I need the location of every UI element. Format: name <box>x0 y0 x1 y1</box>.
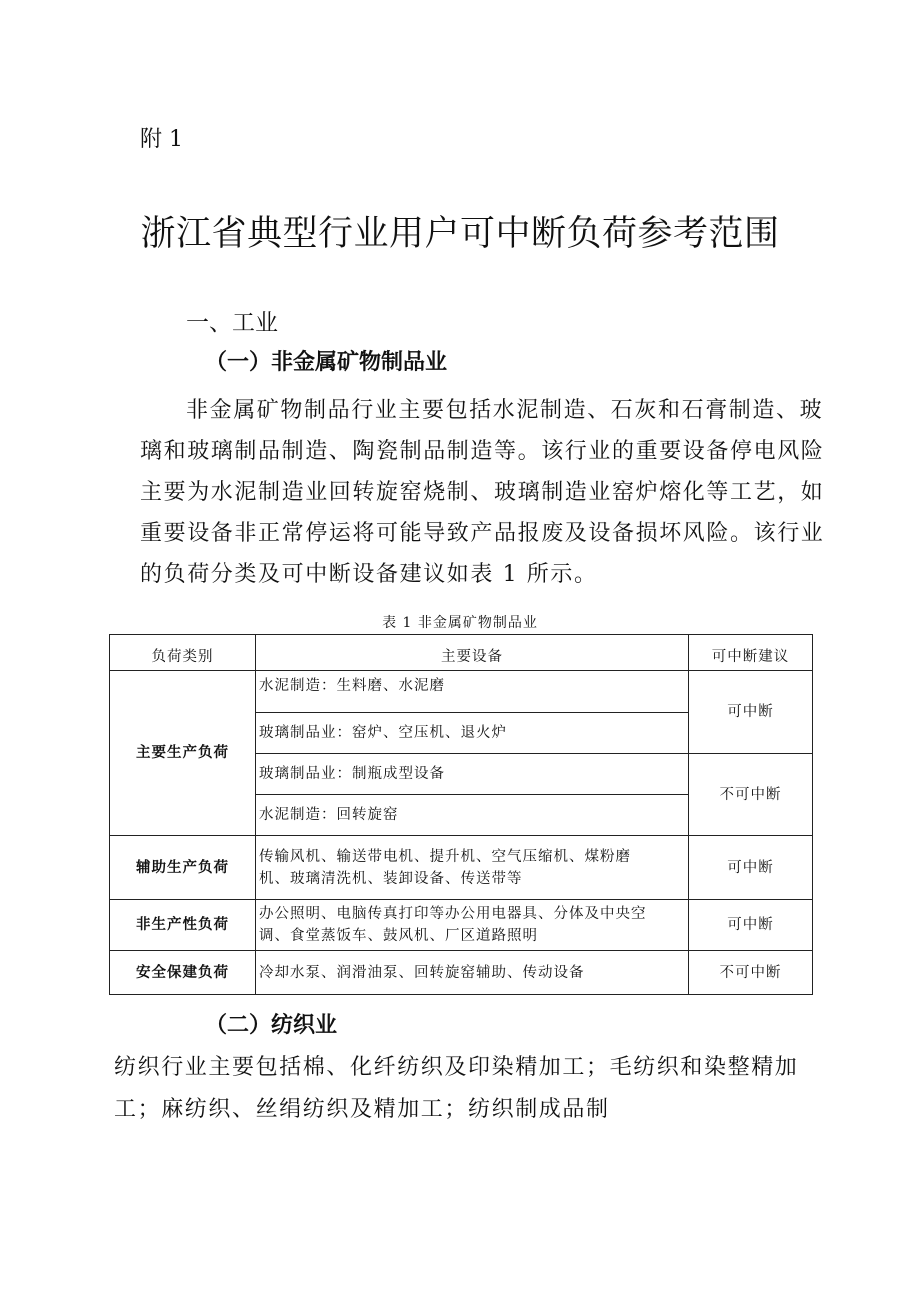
paragraph-line: 主要为水泥制造业回转旋窑烧制、玻璃制造业窑炉熔化等工艺，如 <box>140 480 825 505</box>
equipment-cell: 玻璃制品业：窑炉、空压机、退火炉 <box>256 713 689 754</box>
load-table <box>109 634 813 995</box>
equipment-line: 机、玻璃清洗机、装卸设备、传送带等 <box>259 870 523 887</box>
recommendation-cell: 不可中断 <box>689 754 813 836</box>
paragraph-line: 非金属矿物制品行业主要包括水泥制造、石灰和石膏制造、玻 <box>186 398 824 423</box>
subsection-heading-textile: （二）纺织业 <box>205 1013 338 1038</box>
document-title: 浙江省典型行业用户可中断负荷参考范围 <box>140 214 780 254</box>
paragraph-line: 的负荷分类及可中断设备建议如表 1 所示。 <box>140 562 598 587</box>
paragraph-line: 重要设备非正常停运将可能导致产品报废及设备损坏风险。该行业 <box>140 521 825 546</box>
table-row <box>110 671 813 713</box>
paragraph-line: 纺织行业主要包括棉、化纤纺织及印染精加工；毛纺织和染整精加 <box>114 1055 799 1080</box>
column-header: 负荷类别 <box>110 635 256 671</box>
recommendation-cell: 可中断 <box>689 836 813 900</box>
table-caption: 表 1 非金属矿物制品业 <box>382 615 538 631</box>
section-heading-industry: 一、工业 <box>186 310 278 336</box>
recommendation-cell: 可中断 <box>689 900 813 951</box>
table-row <box>110 951 813 995</box>
table-header-row <box>110 635 813 671</box>
table-row <box>110 900 813 951</box>
category-cell: 主要生产负荷 <box>110 671 256 836</box>
recommendation-cell: 不可中断 <box>689 951 813 995</box>
category-cell: 辅助生产负荷 <box>110 836 256 900</box>
attachment-label: 附 1 <box>140 127 183 152</box>
paragraph-line: 璃和玻璃制品制造、陶瓷制品制造等。该行业的重要设备停电风险 <box>140 439 825 464</box>
equipment-cell: 玻璃制品业：制瓶成型设备 <box>256 754 689 795</box>
equipment-cell: 水泥制造：生料磨、水泥磨 <box>256 671 689 713</box>
column-header: 可中断建议 <box>689 635 813 671</box>
equipment-line: 调、食堂蒸饭车、鼓风机、厂区道路照明 <box>259 928 538 944</box>
equipment-cell: 冷却水泵、润滑油泵、回转旋窑辅助、传动设备 <box>256 951 689 995</box>
equipment-cell <box>256 900 689 951</box>
equipment-line: 办公照明、电脑传真打印等办公用电器具、分体及中央空 <box>259 906 647 922</box>
category-cell: 安全保建负荷 <box>110 951 256 995</box>
equipment-cell <box>256 836 689 900</box>
recommendation-cell: 可中断 <box>689 671 813 754</box>
equipment-cell: 水泥制造：回转旋窑 <box>256 795 689 836</box>
column-header: 主要设备 <box>256 635 689 671</box>
category-cell: 非生产性负荷 <box>110 900 256 951</box>
paragraph-line: 工；麻纺织、丝绢纺织及精加工；纺织制成品制 <box>114 1097 610 1122</box>
equipment-line: 传输风机、输送带电机、提升机、空气压缩机、煤粉磨 <box>259 848 631 865</box>
subsection-heading-nonmetal: （一）非金属矿物制品业 <box>205 350 448 375</box>
table-row <box>110 836 813 900</box>
